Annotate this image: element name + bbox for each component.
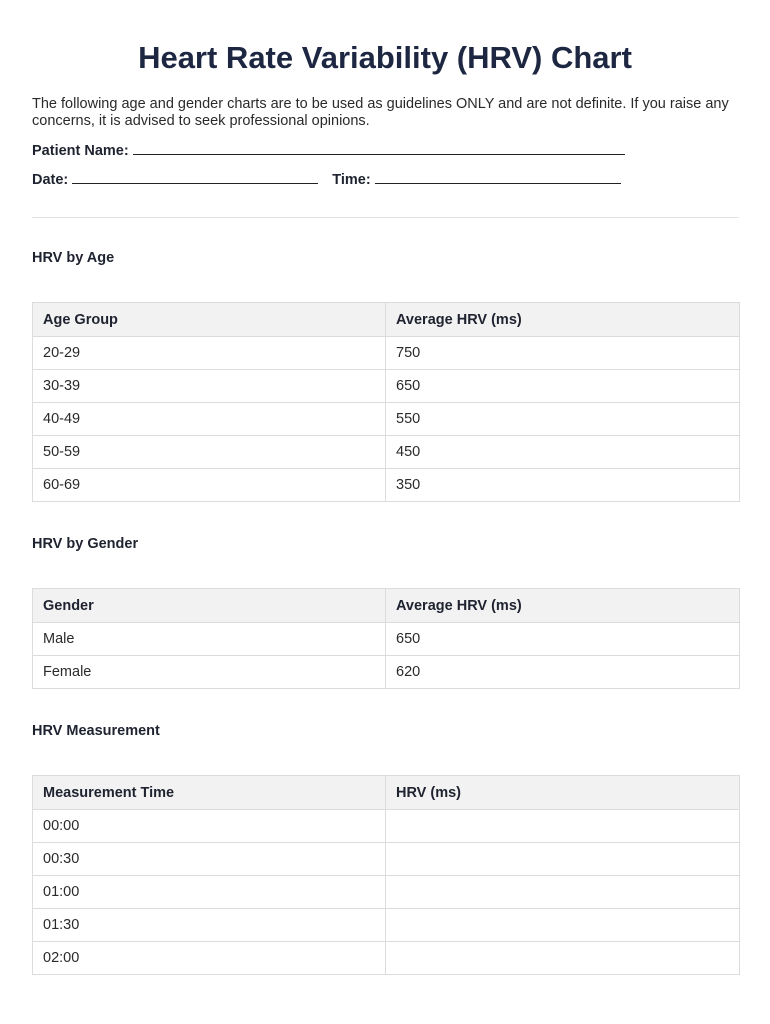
table-cell: Male [33, 623, 386, 656]
table-row [33, 909, 740, 942]
column-header: Age Group [33, 303, 386, 337]
table-cell: 30-39 [33, 370, 386, 403]
table-cell: 01:00 [33, 876, 386, 909]
intro-text: The following age and gender charts are to be used as guidelines ONLY and are not definite. If you raise any concerns, it is advised to seek professional opinions. [32, 96, 729, 129]
section-title-age: HRV by Age [32, 250, 115, 266]
table-cell: 00:30 [33, 843, 386, 876]
table-cell: 550 [386, 403, 740, 436]
table-row [33, 403, 740, 436]
section-title-gender: HRV by Gender [32, 536, 139, 552]
table-cell: 750 [386, 337, 740, 370]
measurement-table [32, 775, 740, 975]
date-time-row [32, 170, 621, 188]
table-cell: 650 [386, 370, 740, 403]
table-cell: 620 [386, 656, 740, 689]
table-cell: 350 [386, 469, 740, 502]
table-cell: 50-59 [33, 436, 386, 469]
table-row [33, 436, 740, 469]
table-cell: 02:00 [33, 942, 386, 975]
table-cell: 60-69 [33, 469, 386, 502]
table-row [33, 942, 740, 975]
table-cell: 01:30 [33, 909, 386, 942]
table-cell: 00:00 [33, 810, 386, 843]
column-header: Measurement Time [33, 776, 386, 810]
table-row [33, 810, 740, 843]
time-label: Time: [332, 172, 371, 188]
hrv-entry-cell[interactable] [386, 810, 740, 843]
column-header: Average HRV (ms) [386, 303, 740, 337]
date-label: Date: [32, 172, 69, 188]
table-row [33, 843, 740, 876]
table-row [33, 469, 740, 502]
patient-name-row [32, 141, 625, 159]
time-field[interactable] [375, 170, 621, 184]
table-row [33, 876, 740, 909]
date-field[interactable] [72, 170, 318, 184]
table-header-row [33, 303, 740, 337]
column-header: Gender [33, 589, 386, 623]
table-row [33, 623, 740, 656]
table-row [33, 337, 740, 370]
hrv-entry-cell[interactable] [386, 843, 740, 876]
table-row [33, 656, 740, 689]
hrv-entry-cell[interactable] [386, 942, 740, 975]
patient-name-field[interactable] [133, 141, 625, 155]
page-title: Heart Rate Variability (HRV) Chart [138, 40, 632, 75]
section-title-measurement: HRV Measurement [32, 723, 160, 739]
divider [32, 217, 739, 218]
table-header-row [33, 589, 740, 623]
table-cell: 450 [386, 436, 740, 469]
hrv-entry-cell[interactable] [386, 909, 740, 942]
table-cell: 40-49 [33, 403, 386, 436]
table-cell: Female [33, 656, 386, 689]
table-row [33, 370, 740, 403]
column-header: Average HRV (ms) [386, 589, 740, 623]
table-cell: 650 [386, 623, 740, 656]
column-header: HRV (ms) [386, 776, 740, 810]
patient-name-label: Patient Name: [32, 143, 129, 159]
table-cell: 20-29 [33, 337, 386, 370]
table-header-row [33, 776, 740, 810]
gender-table [32, 588, 740, 689]
age-table [32, 302, 740, 502]
hrv-entry-cell[interactable] [386, 876, 740, 909]
